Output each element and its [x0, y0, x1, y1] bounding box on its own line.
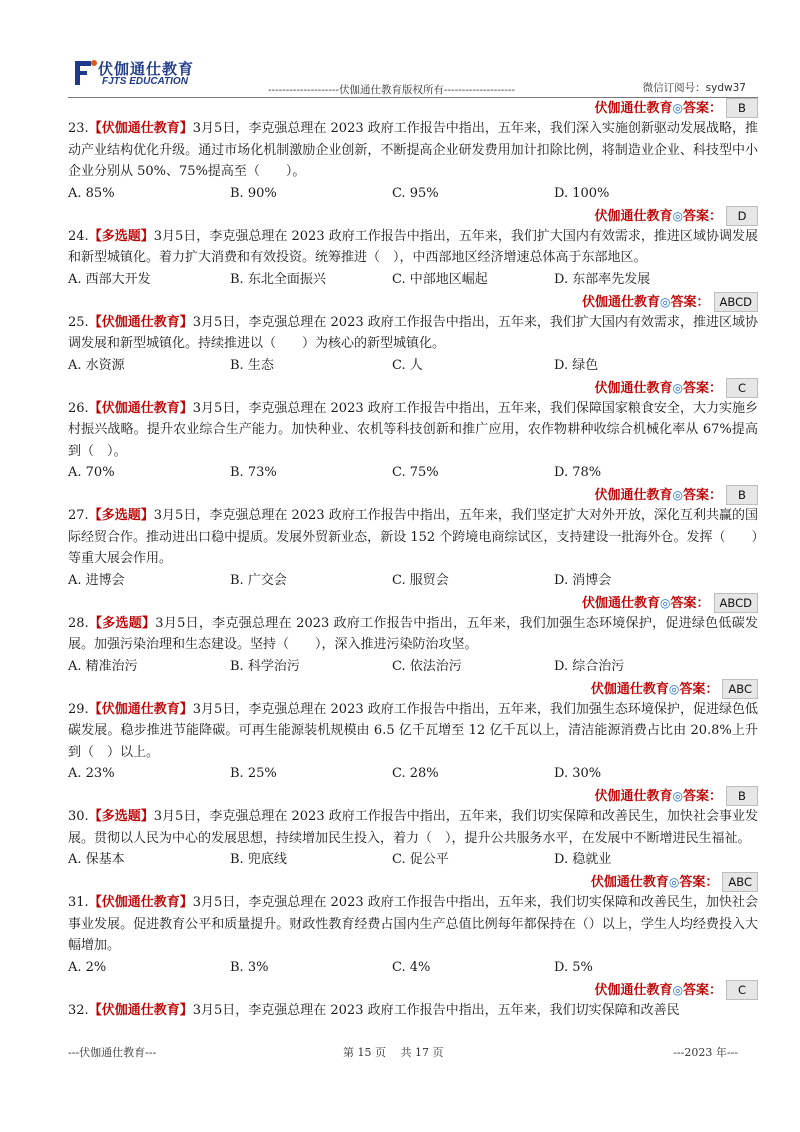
answer-key: B: [726, 98, 758, 118]
question-text: 3月5日，李克强总理在 2023 政府工作报告中指出，五年来，我们加强生态环境保护，促进绿色低碳发展。稳步推进节能降碳。可再生能源装机规模由 6.5 亿千瓦增至 12 亿千瓦以上，清洁能源消费占比由 20.8%上升到（ ）以上。: [68, 701, 758, 760]
option-b: B. 90%: [230, 185, 277, 201]
question-item: [68, 699, 758, 764]
option-d: D. 78%: [554, 465, 602, 480]
options-row: [68, 183, 758, 204]
answer-label: 答案：: [670, 294, 710, 310]
option-d: D. 绿色: [554, 357, 599, 373]
option-d: D. 消博会: [554, 572, 612, 588]
answer-line: [68, 290, 758, 312]
option-b: B. 广交会: [230, 572, 287, 588]
option-c: C. 服贸会: [392, 572, 449, 588]
option-a: A. 保基本: [68, 852, 125, 867]
circle-mark-icon: ◎: [668, 681, 680, 696]
answer-brand: 伏伽通仕教育: [594, 982, 673, 998]
question-number: 30.: [68, 809, 89, 824]
logo-english-name: FJTS EDUCATION: [102, 76, 188, 87]
copyright-notice: --------------------伏伽通仕教育版权所有--------------------: [268, 84, 515, 96]
wechat-id: 微信订阅号：sydw37: [642, 82, 746, 94]
circle-mark-icon: ◎: [660, 294, 671, 309]
question-item: [68, 226, 758, 269]
answer-key: C: [726, 980, 758, 1000]
question-item: [68, 613, 758, 656]
option-b: B. 生态: [230, 357, 274, 373]
option-b: B. 东北全面振兴: [230, 271, 326, 287]
answer-label: 答案：: [679, 875, 719, 890]
question-item: [68, 118, 758, 183]
question-list: [68, 96, 758, 1021]
question-block: [68, 226, 758, 312]
answer-label: 答案：: [682, 488, 722, 503]
question-block: [68, 118, 758, 226]
answer-key: D: [726, 206, 758, 226]
answer-brand: 伏伽通仕教育: [594, 488, 673, 503]
answer-brand: 伏伽通仕教育: [590, 681, 669, 697]
question-item: [68, 312, 758, 355]
question-text: 3月5日，李克强总理在 2023 政府工作报告中指出，五年来，我们深入实施创新驱动发展战略，推动产业结构优化升级。通过市场化机制激励企业创新，不断提高企业研发费用加计扣除比例，将制造业企业、科技型中小企业分别从 50%、75%提高至（ ）。: [68, 121, 758, 179]
option-a: A. 西部大开发: [68, 271, 151, 287]
options-row: [68, 269, 758, 290]
answer-label: 答案：: [679, 681, 719, 697]
question-text: 3月5日，李克强总理在 2023 政府工作报告中指出，五年来，我们保障国家粮食安全，大力实施乡村振兴战略。提升农业综合生产能力。加快种业、农机等科技创新和推广应用，农作物耕种收综合机械化率从 67%提高到（ ）。: [68, 400, 758, 459]
circle-mark-icon: ◎: [672, 208, 683, 223]
question-block: [68, 398, 758, 506]
option-c: C. 促公平: [392, 852, 449, 867]
answer-label: 答案：: [682, 208, 722, 224]
option-d: D. 5%: [554, 959, 593, 975]
footer-year: ---2023 年---: [673, 1046, 738, 1059]
question-block: [68, 699, 758, 807]
question-number: 31.: [68, 895, 89, 910]
logo: [68, 52, 218, 92]
answer-label: 答案：: [670, 595, 710, 611]
option-b: B. 3%: [230, 959, 269, 975]
question-block: [68, 505, 758, 613]
option-a: A. 进博会: [68, 572, 125, 588]
question-tag: 【伏伽通仕教育】: [88, 895, 193, 910]
answer-brand: 伏伽通仕教育: [594, 101, 673, 116]
answer-label: 答案：: [682, 789, 722, 804]
option-c: C. 依法治污: [392, 658, 462, 674]
option-c: C. 75%: [392, 465, 439, 480]
option-b: B. 25%: [230, 766, 277, 781]
question-number: 24.: [68, 228, 89, 244]
circle-mark-icon: ◎: [672, 101, 683, 115]
answer-brand: 伏伽通仕教育: [582, 294, 661, 310]
question-item: [68, 398, 758, 463]
question-number: 29.: [68, 701, 89, 717]
question-item: [68, 505, 758, 570]
question-tag: 【伏伽通仕教育】: [88, 701, 193, 717]
questions-container: [68, 118, 758, 1000]
question-text: 3月5日，李克强总理在 2023 政府工作报告中指出，五年来，我们加强生态环境保护，促进绿色低碳发展。加强污染治理和生态建设。坚持（ ），深入推进污染防治攻坚。: [68, 615, 758, 652]
options-row: [68, 570, 758, 591]
answer-key: C: [726, 378, 758, 398]
answer-key: B: [726, 485, 758, 505]
answer-label: 答案：: [682, 101, 722, 116]
circle-mark-icon: ◎: [672, 380, 683, 395]
option-a: A. 2%: [68, 959, 107, 975]
options-row: [68, 957, 758, 978]
option-d: D. 30%: [554, 766, 602, 781]
answer-key: ABC: [722, 872, 758, 892]
question-number: 27.: [68, 508, 89, 523]
answer-line: [68, 870, 758, 892]
answer-line: [68, 677, 758, 699]
options-row: [68, 849, 758, 870]
options-row: [68, 355, 758, 376]
question-number: 26.: [68, 400, 89, 416]
question-tag: 【多选题】: [88, 508, 154, 523]
option-c: C. 人: [392, 357, 423, 373]
option-a: A. 85%: [68, 185, 115, 201]
answer-key: ABC: [722, 679, 758, 699]
answer-key: B: [726, 786, 758, 806]
answer-key: ABCD: [714, 292, 758, 312]
option-c: C. 中部地区崛起: [392, 271, 488, 287]
page-header: [68, 52, 758, 102]
option-c: C. 4%: [392, 959, 431, 975]
question-block: [68, 892, 758, 1000]
option-d: D. 综合治污: [554, 658, 625, 674]
option-a: A. 70%: [68, 465, 115, 480]
question-item: [68, 806, 758, 849]
question-number: 25.: [68, 314, 89, 330]
answer-key: ABCD: [714, 593, 758, 613]
answer-line: [68, 978, 758, 1000]
fjts-logo-icon: [72, 58, 100, 88]
question-tag: 【伏伽通仕教育】: [88, 400, 193, 416]
option-d: D. 稳就业: [554, 852, 612, 867]
question-block: [68, 312, 758, 398]
circle-mark-icon: ◎: [660, 595, 671, 610]
page-number: 第 15 页 共 17 页: [343, 1046, 444, 1059]
option-c: C. 95%: [392, 185, 439, 201]
option-a: A. 水资源: [68, 357, 125, 373]
question-block: [68, 613, 758, 699]
question-text: 3月5日，李克强总理在 2023 政府工作报告中指出，五年来，我们切实保障和改善民生，加快社会事业发展。贯彻以人民为中心的发展思想，持续增加民生投入，着力（ ），提升公共服务水平，在发展中不断增进民生福祉。: [68, 809, 758, 846]
question-tag: 【多选题】: [88, 615, 156, 631]
answer-label: 答案：: [682, 380, 722, 396]
question-tag: 【多选题】: [88, 809, 154, 824]
answer-label: 答案：: [682, 982, 722, 998]
question-block: [68, 806, 758, 892]
question-tag: 【伏伽通仕教育】: [88, 1002, 193, 1018]
option-d: D. 100%: [554, 185, 610, 201]
question-item: [68, 892, 758, 957]
answer-brand: 伏伽通仕教育: [594, 789, 673, 804]
option-a: A. 23%: [68, 766, 115, 781]
answer-brand: 伏伽通仕教育: [582, 595, 661, 611]
question-number: 32.: [68, 1002, 89, 1018]
question-tag: 【伏伽通仕教育】: [88, 314, 193, 330]
answer-line: [68, 483, 758, 505]
answer-brand: 伏伽通仕教育: [594, 380, 673, 396]
question-text: 3月5日，李克强总理在 2023 政府工作报告中指出，五年来，我们坚定扩大对外开放，深化互利共赢的国际经贸合作。推动进出口稳中提质。发展外贸新业态，新设 152 个跨境电商综试区，支持建设一批海外仓。发挥（ ）等重大展会作用。: [68, 508, 758, 566]
option-b: B. 73%: [230, 465, 277, 480]
question-tag: 【多选题】: [88, 228, 154, 244]
option-d: D. 东部率先发展: [554, 271, 651, 287]
answer-line: [68, 591, 758, 613]
circle-mark-icon: ◎: [672, 488, 683, 502]
answer-line: [68, 204, 758, 226]
option-b: B. 兜底线: [230, 852, 287, 867]
question-item: [68, 1000, 758, 1022]
question-text: 3月5日，李克强总理在 2023 政府工作报告中指出，五年来，我们切实保障和改善民生，加快社会事业发展。促进教育公平和质量提升。财政性教育经费占国内生产总值比例每年都保持在（）以上，学生人均经费投入大幅增加。: [68, 895, 758, 953]
circle-mark-icon: ◎: [672, 982, 683, 997]
option-b: B. 科学治污: [230, 658, 300, 674]
question-text: 3月5日，李克强总理在 2023 政府工作报告中指出，五年来，我们扩大国内有效需求，推进区域协调发展和新型城镇化。持续推进以（ ）为核心的新型城镇化。: [68, 314, 758, 351]
options-row: [68, 462, 758, 483]
circle-mark-icon: ◎: [668, 875, 680, 889]
option-a: A. 精准治污: [68, 658, 138, 674]
question-tag: 【伏伽通仕教育】: [88, 121, 193, 136]
answer-brand: 伏伽通仕教育: [590, 875, 669, 890]
question-text: 3月5日，李克强总理在 2023 政府工作报告中指出，五年来，我们切实保障和改善民: [192, 1002, 680, 1018]
footer-brand: ---伏伽通仕教育---: [68, 1046, 157, 1059]
logo-chinese-name: 伏伽通仕教育: [98, 60, 195, 78]
options-row: [68, 763, 758, 784]
question-number: 28.: [68, 615, 89, 631]
answer-brand: 伏伽通仕教育: [594, 208, 673, 224]
answer-line: [68, 96, 758, 118]
answer-line: [68, 376, 758, 398]
circle-mark-icon: ◎: [672, 789, 683, 803]
question-text: 3月5日，李克强总理在 2023 政府工作报告中指出，五年来，我们扩大国内有效需求，推进区域协调发展和新型城镇化。着力扩大消费和有效投资。统筹推进（ ），中西部地区经济增速总体高于东部地区。: [68, 228, 758, 265]
answer-line: [68, 784, 758, 806]
options-row: [68, 656, 758, 677]
option-c: C. 28%: [392, 766, 439, 781]
question-number: 23.: [68, 121, 89, 136]
